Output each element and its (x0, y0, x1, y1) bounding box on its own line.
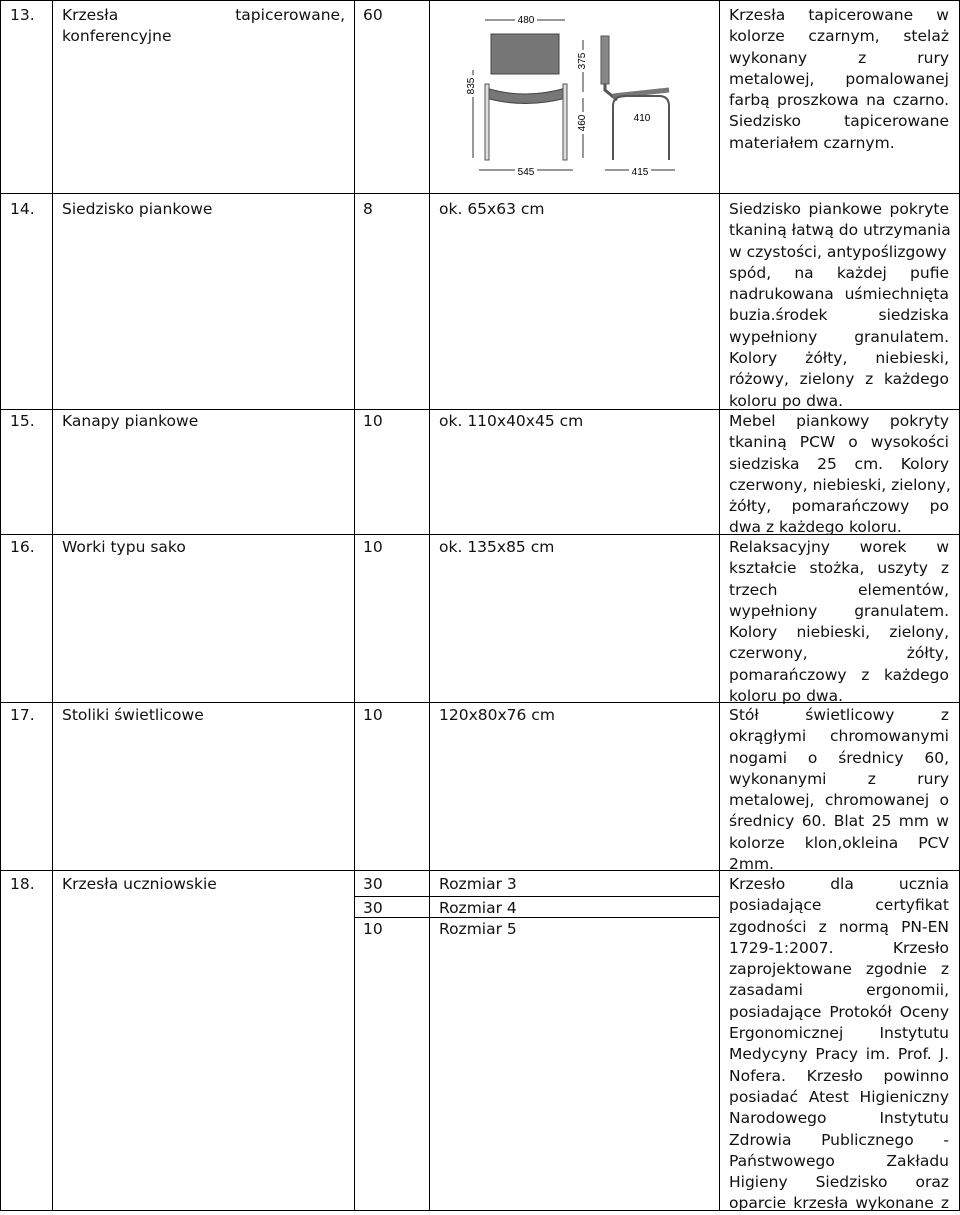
description-line: 1729-1:2007. Krzesło (729, 938, 949, 957)
item-quantity: 60 (363, 6, 383, 24)
table-border-top (0, 0, 960, 1)
item-name (62, 5, 345, 48)
description-line: nogami o średnicy 60, (729, 748, 949, 767)
description-line: zgodności z normą PN-EN (729, 917, 949, 936)
row-number: 13. (10, 6, 35, 24)
dim-label: 480 (517, 15, 535, 26)
description-line: wykonanymi z rury (729, 769, 949, 788)
item-name: Stoliki świetlicowe (62, 706, 204, 724)
description-line: zaprojektowane zgodnie z (729, 960, 949, 979)
description-line: materiałem czarnym. (729, 133, 895, 152)
size-quantity: 10 (363, 920, 383, 938)
dim-label: 835 (466, 77, 477, 95)
description-line: czerwony, żółty, (729, 644, 949, 663)
table-border-left (0, 0, 1, 1211)
description-line: kolorze klon,okleina PCV (729, 833, 949, 852)
column-divider (429, 0, 430, 1211)
item-name: Worki typu sako (62, 538, 186, 556)
description-line: Stół świetlicowy z (729, 706, 949, 724)
column-divider (52, 0, 53, 1211)
column-divider (719, 0, 720, 1211)
row-number: 18. (10, 875, 35, 893)
description-line: Ergonomicznej Instytutu (729, 1024, 949, 1043)
column-divider (354, 0, 355, 1211)
description-line: tkaniną łatwą do utrzymania (729, 221, 951, 240)
size-label: Rozmiar 3 (439, 875, 517, 893)
description-line: Mebel piankowy pokryty (729, 412, 949, 430)
item-quantity: 10 (363, 706, 383, 724)
item-name: Krzesła uczniowskie (62, 875, 217, 893)
description-line: wypełniony granulatem. (729, 327, 949, 346)
description-line: Krzesło dla ucznia (729, 875, 949, 893)
description-line: tkaniną PCW o wysokości (729, 433, 949, 452)
item-dimensions: ok. 135x85 cm (439, 538, 555, 556)
description-line: Kolory niebieski, zielony, (729, 623, 949, 642)
description-line: kolorze czarnym, stelaż (729, 27, 949, 46)
description-line: koloru po dwa. (729, 391, 844, 410)
description-line: dwa z każdego koloru. (729, 518, 902, 537)
dim-label: 415 (631, 167, 649, 178)
row-number: 15. (10, 412, 35, 430)
description-line: Relaksacyjny worek w (729, 538, 949, 556)
description-line: posiadające Protokół Oceny (729, 1002, 949, 1021)
description-line: Krzesła tapicerowane w (729, 6, 949, 24)
description-line: trzech elementów, (729, 580, 949, 599)
description-line: farbą proszkowa na czarno. (729, 91, 949, 110)
item-description (729, 537, 949, 707)
description-line: Kolory żółty, niebieski, (729, 349, 949, 368)
dim-label: 375 (577, 52, 588, 70)
description-line: posiadające certyfikat (729, 896, 949, 915)
item-description (729, 411, 949, 539)
dim-label: 410 (633, 113, 651, 124)
description-line: Siedzisko piankowe pokryte (729, 200, 949, 218)
name-word: Krzesła (62, 6, 119, 24)
description-line: kształcie stożka, uszyty z (729, 559, 949, 578)
item-name-line: konferencyjne (62, 27, 172, 46)
size-label: Rozmiar 5 (439, 920, 517, 938)
item-name: Kanapy piankowe (62, 412, 199, 430)
item-description (729, 199, 949, 412)
description-line: w czystości, antypoślizgowy (729, 242, 947, 261)
item-description (729, 705, 949, 875)
item-dimensions: 120x80x76 cm (439, 706, 555, 724)
row-number: 17. (10, 706, 35, 724)
chair-technical-drawing (455, 10, 705, 188)
description-line: spód, na każdej pufie (729, 263, 949, 282)
description-line: metalowej, chromowanej o (729, 791, 949, 810)
size-quantity: 30 (363, 875, 383, 893)
row-number: 16. (10, 538, 35, 556)
description-line: Siedzisko tapicerowane (729, 112, 949, 131)
description-line: Higieny Siedzisko oraz (729, 1173, 949, 1192)
dim-label: 545 (517, 167, 535, 178)
item-name-line (62, 5, 345, 26)
description-line: Państwowego Zakładu (729, 1151, 949, 1170)
item-quantity: 10 (363, 538, 383, 556)
description-line: pomarańczowy z każdego (729, 665, 949, 684)
description-line: żółty, pomarańczowy po (729, 497, 949, 516)
description-line: oparcie krzesła wykonane z (729, 1194, 949, 1213)
description-line: zasadami ergonomii, (729, 981, 949, 1000)
description-line: posiadać Atest Higieniczny (729, 1087, 949, 1106)
item-dimensions: ok. 65x63 cm (439, 200, 545, 218)
item-name: Siedzisko piankowe (62, 200, 213, 218)
description-line: okrągłymi chromowanymi (729, 727, 949, 746)
item-description (729, 874, 949, 1215)
row-divider (0, 193, 960, 194)
description-line: siedziska 25 cm. Kolory (729, 454, 949, 473)
description-line: buzia.środek siedziska (729, 306, 949, 325)
item-quantity: 10 (363, 412, 383, 430)
description-line: nadrukowana uśmiechnięta (729, 285, 949, 304)
size-row-divider (354, 896, 719, 897)
description-line: Narodowego Instytutu (729, 1109, 949, 1128)
description-line: koloru po dwa. (729, 687, 844, 706)
row-number: 14. (10, 200, 35, 218)
item-quantity: 8 (363, 200, 373, 218)
item-description (729, 5, 949, 154)
description-line: metalowej, pomalowanej (729, 69, 949, 88)
size-quantity: 30 (363, 899, 383, 917)
size-row-divider (354, 917, 719, 918)
description-line: Medycyny Pracy im. Prof. J. (729, 1045, 949, 1064)
size-label: Rozmiar 4 (439, 899, 517, 917)
description-line: Nofera. Krzesło powinno (729, 1066, 949, 1085)
description-line: czerwony, niebieski, zielony, (729, 475, 951, 494)
description-line: wykonany z rury (729, 48, 949, 67)
description-line: różowy, zielony z każdego (729, 370, 949, 389)
dim-label: 460 (577, 114, 588, 132)
name-word: tapicerowane, (235, 6, 345, 24)
description-line: Zdrowia Publicznego - (729, 1130, 949, 1149)
item-dimensions: ok. 110x40x45 cm (439, 412, 584, 430)
description-line: średnicy 60. Blat 25 mm w (729, 812, 949, 831)
description-line: wypełniony granulatem. (729, 601, 949, 620)
description-line: 2mm. (729, 855, 774, 874)
